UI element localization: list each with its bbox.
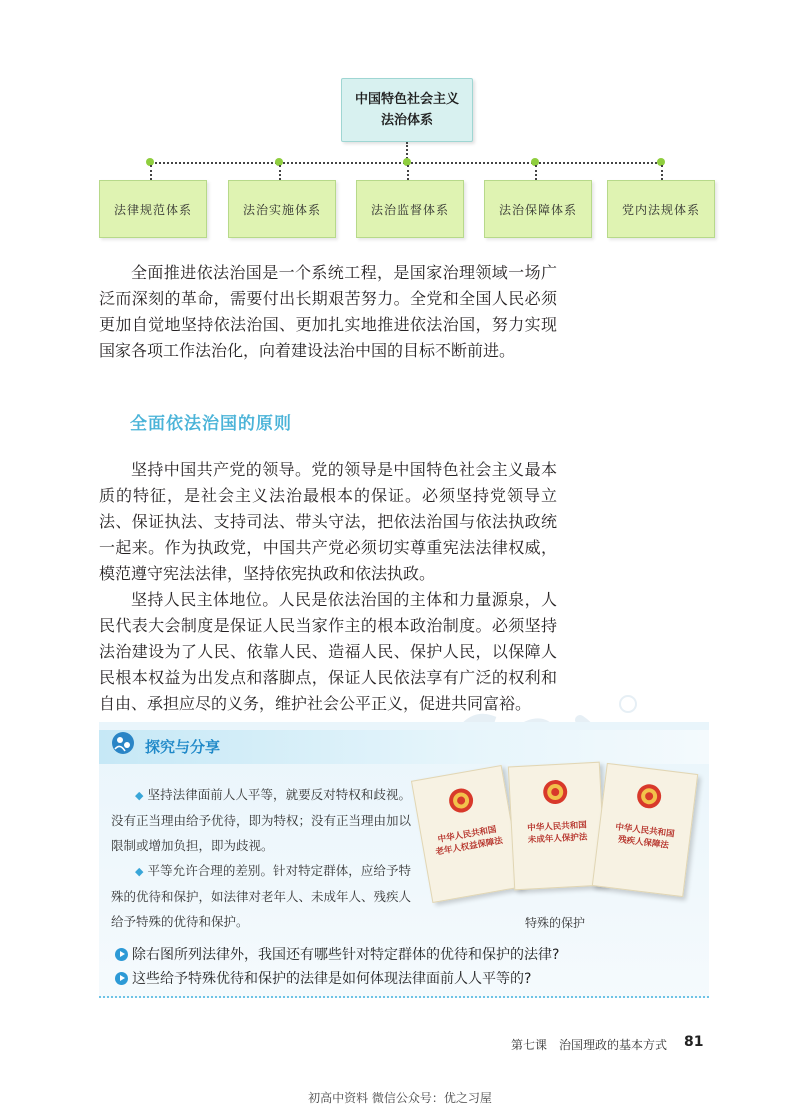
- diagram-root-label: 中国特色社会主义 法治体系: [354, 92, 459, 128]
- law-book: [508, 762, 606, 891]
- arrow-circle-icon: [115, 972, 128, 985]
- explore-share-box: [99, 722, 709, 998]
- connector-child: [407, 165, 409, 180]
- explore-bullets: [111, 782, 411, 934]
- arrow-circle-icon: [115, 948, 128, 961]
- explore-bullet: [111, 782, 411, 858]
- law-book-title: 中华人民共和国 老年人权益保障法: [434, 824, 504, 858]
- national-emblem-icon: [635, 782, 664, 811]
- body-paragraph: 坚持人民主体地位。人民是依法治国的主体和力量源泉，人民代表大会制度是保证人民当家作主的根本政治制度。必须坚持法治建设为了人民、依靠人民、造福人民、保护人民，以保障人民根本权益为出发点和落脚点，保证人民依法享有广泛的权利和自由、承担应尽的义务，维护社会公平正义，促进共同富裕。: [99, 590, 557, 713]
- connector-child: [661, 165, 663, 180]
- diagram-child-label: 法律规范体系: [113, 202, 192, 217]
- connector-child: [150, 165, 152, 180]
- diagram-child-label: 党内法规体系: [621, 202, 700, 217]
- question-item: [115, 944, 559, 964]
- diagram-child-label: 法治监督体系: [370, 202, 449, 217]
- diagram-child-box: [356, 180, 464, 238]
- explore-bullet: [111, 858, 411, 934]
- diagram-child-label: 法治实施体系: [242, 202, 321, 217]
- section-title: 全面依法治国的原则: [130, 414, 292, 434]
- law-book-title: 中华人民共和国 未成年人保护法: [527, 820, 588, 846]
- diamond-bullet-icon: ◆: [135, 789, 144, 802]
- question-text: 除右图所列法律外，我国还有哪些针对特定群体的优待和保护的法律?: [132, 947, 560, 963]
- diagram-root-box: [341, 78, 473, 142]
- explore-title: 探究与分享: [145, 738, 221, 756]
- law-book: [592, 763, 698, 897]
- bottom-note: 初高中资料 微信公众号：优之习屋: [308, 1091, 492, 1105]
- diagram-child-box: [99, 180, 207, 238]
- body-paragraph: 坚持中国共产党的领导。党的领导是中国特色社会主义最本质的特征，是社会主义法治最根本的保证。必须坚持党领导立法、保证执法、支持司法、带头守法，把依法治国与依法执政统一起来。作为执政党，中国共产党必须切实尊重宪法法律权威，模范遵守宪法法律，坚持依宪执政和依法执政。: [99, 460, 557, 583]
- law-book: [411, 765, 523, 903]
- footer-lesson-title: 第七课 治国理政的基本方式: [511, 1038, 668, 1052]
- diagram-child-box: [607, 180, 715, 238]
- national-emblem-icon: [542, 778, 569, 805]
- intro-paragraph: 全面推进依法治国是一个系统工程，是国家治理领域一场广泛而深刻的革命，需要付出长期艰苦努力。全党和全国人民必须更加自觉地坚持依法治国、更加扎实地推进依法治国，努力实现国家各项工作法治化，向着建设法治中国的目标不断前进。: [99, 263, 557, 360]
- globe-people-icon: [111, 731, 135, 755]
- diagram-child-box: [484, 180, 592, 238]
- diamond-bullet-icon: ◆: [135, 865, 144, 878]
- national-emblem-icon: [446, 785, 476, 815]
- question-text: 这些给予特殊优待和保护的法律是如何体现法律面前人人平等的?: [132, 971, 532, 987]
- connector-child: [535, 165, 537, 180]
- system-diagram: [0, 0, 800, 250]
- law-book-title: 中华人民共和国 残疾人保障法: [614, 822, 676, 851]
- diagram-child-label: 法治保障体系: [498, 202, 577, 217]
- explore-bullet-text: 坚持法律面前人人平等，就要反对特权和歧视。没有正当理由给予优待，即为特权；没有正当理由加以限制或增加负担，即为歧视。: [111, 787, 412, 853]
- image-caption: 特殊的保护: [525, 916, 586, 930]
- explore-bottom-border: [99, 996, 709, 998]
- explore-bullet-text: 平等允许合理的差别。针对特定群体，应给予特殊的优待和保护，如法律对老年人、未成年人、残疾人给予特殊的优待和保护。: [111, 863, 412, 929]
- page-number: 81: [684, 1034, 704, 1050]
- question-item: [115, 968, 531, 988]
- diagram-child-box: [228, 180, 336, 238]
- connector-child: [279, 165, 281, 180]
